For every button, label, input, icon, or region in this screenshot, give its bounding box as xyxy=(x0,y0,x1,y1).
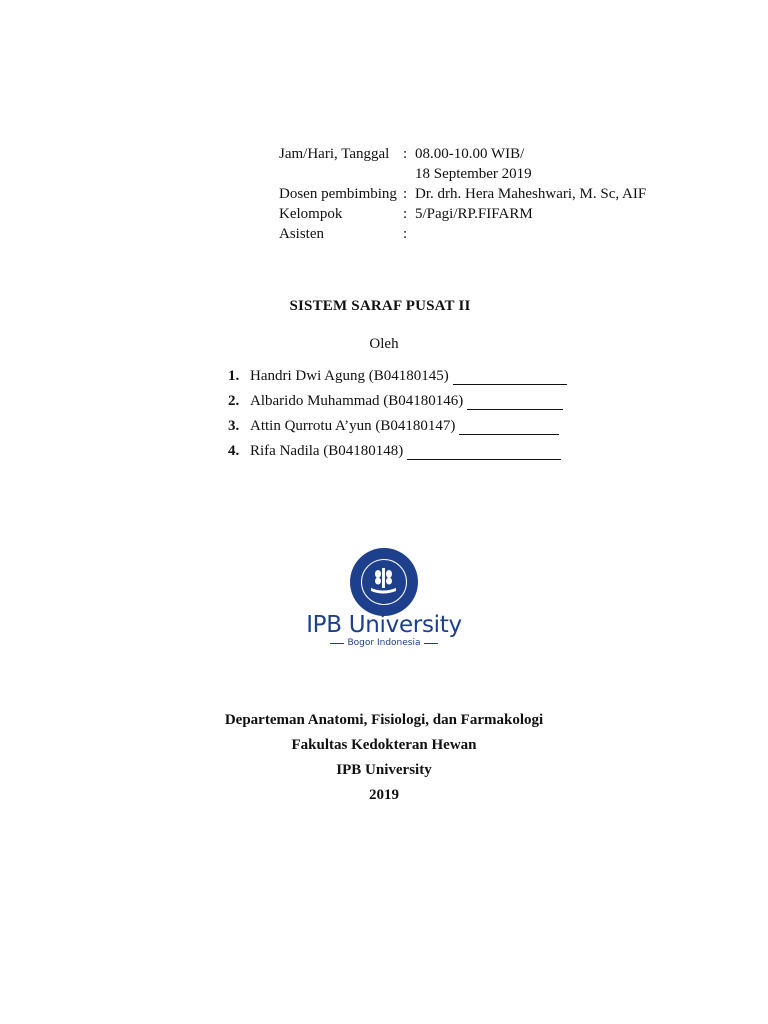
info-colon: : xyxy=(403,146,408,162)
list-item xyxy=(228,385,567,410)
info-table xyxy=(279,144,646,244)
member-number: 1. xyxy=(228,368,240,384)
logo-wordmark: IPB University xyxy=(306,612,462,638)
ipb-seal-icon xyxy=(350,548,418,616)
faculty-line: Fakultas Kedokteran Hewan xyxy=(291,737,477,753)
author-heading: Oleh xyxy=(369,336,399,352)
signature-line xyxy=(453,369,567,385)
member-number: 4. xyxy=(228,443,240,459)
list-item xyxy=(228,360,567,385)
list-item xyxy=(228,435,567,460)
document-title-text: SISTEM SARAF PUSAT II xyxy=(289,298,471,314)
department-line: Departeman Anatomi, Fisiologi, dan Farmakologi xyxy=(224,712,544,728)
year-line: 2019 xyxy=(369,787,399,803)
info-label: Kelompok xyxy=(279,206,343,222)
info-colon: : xyxy=(403,186,408,202)
logo-tagline xyxy=(300,638,468,648)
ipb-logo xyxy=(300,546,468,654)
info-row xyxy=(279,204,646,224)
institution-block xyxy=(0,708,768,808)
info-colon xyxy=(403,164,415,184)
info-colon: : xyxy=(403,226,408,242)
info-value: 18 September 2019 xyxy=(415,166,532,182)
info-value: 08.00-10.00 WIB/ xyxy=(415,146,525,162)
info-colon: : xyxy=(403,206,408,222)
info-label: Dosen pembimbing xyxy=(279,186,397,202)
info-label xyxy=(279,164,403,184)
info-label: Asisten xyxy=(279,226,324,242)
member-number: 2. xyxy=(228,393,240,409)
logo-tagline-text: Bogor Indonesia xyxy=(347,638,421,648)
signature-line xyxy=(467,394,563,410)
member-number: 3. xyxy=(228,418,240,434)
member-name: Attin Qurrotu A’yun (B04180147) xyxy=(250,418,456,434)
document-title xyxy=(0,298,768,315)
member-name: Rifa Nadila (B04180148) xyxy=(250,443,404,459)
info-value: Dr. drh. Hera Maheshwari, M. Sc, AIF xyxy=(415,186,647,202)
info-row xyxy=(279,224,646,244)
info-row xyxy=(279,164,646,184)
university-line: IPB University xyxy=(336,762,432,778)
info-row xyxy=(279,144,646,164)
member-name: Handri Dwi Agung (B04180145) xyxy=(250,368,449,384)
signature-line xyxy=(459,419,559,435)
signature-line xyxy=(407,444,561,460)
member-list xyxy=(228,360,567,460)
info-value: 5/Pagi/RP.FIFARM xyxy=(415,206,533,222)
member-name: Albarido Muhammad (B04180146) xyxy=(250,393,464,409)
info-row xyxy=(279,184,646,204)
info-label: Jam/Hari, Tanggal xyxy=(279,146,390,162)
list-item xyxy=(228,410,567,435)
